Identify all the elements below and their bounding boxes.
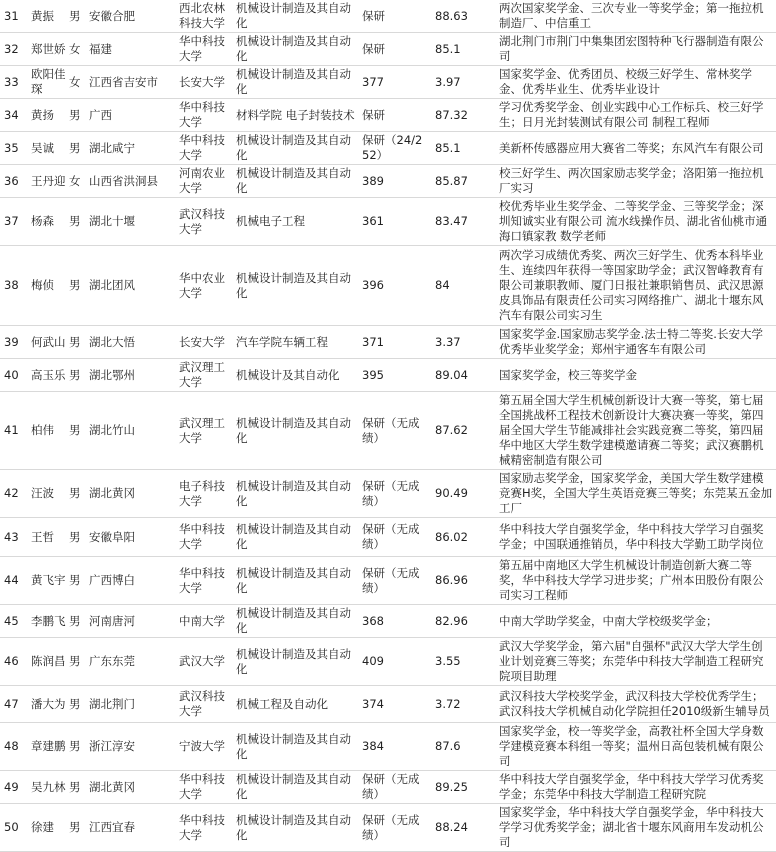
student-name-cell: 潘大为 [30, 686, 68, 723]
hometown-cell: 福建 [88, 33, 178, 66]
gpa-score-cell: 86.02 [429, 518, 498, 557]
gpa-score-cell: 84 [429, 246, 498, 326]
gender-cell: 男 [68, 557, 88, 605]
student-name-cell: 欧阳佳琛 [30, 66, 68, 99]
table-row [0, 33, 776, 66]
student-name-cell: 黄扬 [30, 99, 68, 132]
gender-cell: 男 [68, 771, 88, 804]
admission-status-cell: 409 [361, 638, 429, 686]
awards-internships-cell: 国家奖学金，校三等奖学金 [498, 359, 776, 392]
table-row [0, 0, 776, 33]
admission-status-cell: 396 [361, 246, 429, 326]
major-cell: 汽车学院车辆工程 [235, 326, 361, 359]
undergraduate-school-cell: 华中科技大学 [178, 804, 235, 852]
gender-cell: 女 [68, 33, 88, 66]
major-cell: 机械设计制造及其自动化 [235, 246, 361, 326]
row-number-cell: 36 [0, 165, 30, 198]
awards-internships-cell: 两次国家奖学金、三次专业一等奖学金；第一拖拉机制造厂、中信重工 [498, 0, 776, 33]
awards-internships-cell: 国家奖学金，校一等奖学金，高教社杯全国大学身数学建模竞赛本科组一等奖；温州日高包装机械有限公司 [498, 723, 776, 771]
admission-status-cell: 384 [361, 723, 429, 771]
gpa-score-cell: 90.49 [429, 470, 498, 518]
table-row [0, 326, 776, 359]
undergraduate-school-cell: 长安大学 [178, 326, 235, 359]
student-name-cell: 汪波 [30, 470, 68, 518]
table-row [0, 557, 776, 605]
awards-internships-cell: 学习优秀奖学金、创业实践中心工作标兵、校三好学生；日月光封装测试有限公司 制程工程师 [498, 99, 776, 132]
gpa-score-cell: 85.1 [429, 132, 498, 165]
hometown-cell: 浙江淳安 [88, 723, 178, 771]
undergraduate-school-cell: 武汉理工大学 [178, 392, 235, 470]
awards-internships-cell: 第五届全国大学生机械创新设计大赛一等奖，第七届全国挑战杯工程技术创新设计大赛决赛一等奖，第四届全国大学生节能减排社会实践竞赛二等奖，第四届华中地区大学生数学建模邀请赛二等奖；武汉赛鹏机械精密制造有限公司 [498, 392, 776, 470]
major-cell: 机械设计制造及其自动化 [235, 66, 361, 99]
admission-status-cell: 377 [361, 66, 429, 99]
admission-status-cell: 保研（无成绩） [361, 518, 429, 557]
row-number-cell: 45 [0, 605, 30, 638]
admission-status-cell: 保研 [361, 33, 429, 66]
major-cell: 机械设计制造及其自动化 [235, 470, 361, 518]
awards-internships-cell: 华中科技大学自强奖学金，华中科技大学学习自强奖学金；中国联通推销员，华中科技大学勤工助学岗位 [498, 518, 776, 557]
hometown-cell: 湖北鄂州 [88, 359, 178, 392]
major-cell: 机械设计制造及其自动化 [235, 33, 361, 66]
hometown-cell: 湖北黄冈 [88, 771, 178, 804]
undergraduate-school-cell: 武汉理工大学 [178, 359, 235, 392]
row-number-cell: 35 [0, 132, 30, 165]
student-name-cell: 徐建 [30, 804, 68, 852]
table-row [0, 804, 776, 852]
gender-cell: 男 [68, 605, 88, 638]
student-name-cell: 柏伟 [30, 392, 68, 470]
admission-status-cell: 保研（无成绩） [361, 804, 429, 852]
gpa-score-cell: 83.47 [429, 198, 498, 246]
undergraduate-school-cell: 电子科技大学 [178, 470, 235, 518]
major-cell: 机械设计制造及其自动化 [235, 518, 361, 557]
awards-internships-cell: 校三好学生、两次国家励志奖学金；洛阳第一拖拉机厂实习 [498, 165, 776, 198]
gender-cell: 男 [68, 470, 88, 518]
row-number-cell: 38 [0, 246, 30, 326]
undergraduate-school-cell: 长安大学 [178, 66, 235, 99]
awards-internships-cell: 国家奖学金，华中科技大学自强奖学金，华中科技大学学习优秀奖学金；湖北省十堰东风商用车发动机公司 [498, 804, 776, 852]
undergraduate-school-cell: 华中农业大学 [178, 246, 235, 326]
awards-internships-cell: 湖北荆门市荆门中集集团宏图特种飞行器制造有限公司 [498, 33, 776, 66]
undergraduate-school-cell: 华中科技大学 [178, 33, 235, 66]
hometown-cell: 江西宜春 [88, 804, 178, 852]
admission-status-cell: 368 [361, 605, 429, 638]
table-row [0, 359, 776, 392]
gpa-score-cell: 3.37 [429, 326, 498, 359]
row-number-cell: 34 [0, 99, 30, 132]
row-number-cell: 44 [0, 557, 30, 605]
admission-status-cell: 保研（24/252） [361, 132, 429, 165]
undergraduate-school-cell: 武汉科技大学 [178, 686, 235, 723]
undergraduate-school-cell: 华中科技大学 [178, 518, 235, 557]
gpa-score-cell: 82.96 [429, 605, 498, 638]
awards-internships-cell: 国家奖学金、优秀团员、校级三好学生、常林奖学金、优秀毕业生、优秀毕业设计 [498, 66, 776, 99]
gender-cell: 男 [68, 392, 88, 470]
student-name-cell: 黄飞宇 [30, 557, 68, 605]
table-row [0, 638, 776, 686]
hometown-cell: 湖北大悟 [88, 326, 178, 359]
hometown-cell: 广西博白 [88, 557, 178, 605]
major-cell: 机械设计制造及其自动化 [235, 605, 361, 638]
major-cell: 机械设计制造及其自动化 [235, 392, 361, 470]
awards-internships-cell: 第五届中南地区大学生机械设计制造创新大赛二等奖，华中科技大学学习进步奖；广州本田股份有限公司实习工程师 [498, 557, 776, 605]
hometown-cell: 河南唐河 [88, 605, 178, 638]
admission-status-cell: 保研 [361, 99, 429, 132]
gender-cell: 女 [68, 165, 88, 198]
gpa-score-cell: 86.96 [429, 557, 498, 605]
hometown-cell: 湖北荆门 [88, 686, 178, 723]
undergraduate-school-cell: 华中科技大学 [178, 132, 235, 165]
row-number-cell: 31 [0, 0, 30, 33]
student-name-cell: 吴诚 [30, 132, 68, 165]
gender-cell: 男 [68, 804, 88, 852]
admission-status-cell: 保研（无成绩） [361, 392, 429, 470]
row-number-cell: 43 [0, 518, 30, 557]
table-row [0, 99, 776, 132]
gpa-score-cell: 87.32 [429, 99, 498, 132]
gpa-score-cell: 3.55 [429, 638, 498, 686]
gpa-score-cell: 85.87 [429, 165, 498, 198]
gender-cell: 男 [68, 0, 88, 33]
row-number-cell: 47 [0, 686, 30, 723]
student-name-cell: 陈润昌 [30, 638, 68, 686]
major-cell: 机械工程及自动化 [235, 686, 361, 723]
row-number-cell: 32 [0, 33, 30, 66]
admission-status-cell: 395 [361, 359, 429, 392]
table-row [0, 605, 776, 638]
hometown-cell: 湖北十堰 [88, 198, 178, 246]
admission-status-cell: 保研（无成绩） [361, 771, 429, 804]
row-number-cell: 49 [0, 771, 30, 804]
gender-cell: 女 [68, 66, 88, 99]
gpa-score-cell: 89.25 [429, 771, 498, 804]
hometown-cell: 广东东莞 [88, 638, 178, 686]
gender-cell: 男 [68, 686, 88, 723]
undergraduate-school-cell: 河南农业大学 [178, 165, 235, 198]
table-row [0, 723, 776, 771]
row-number-cell: 37 [0, 198, 30, 246]
table-row [0, 132, 776, 165]
gender-cell: 男 [68, 723, 88, 771]
awards-internships-cell: 国家奖学金.国家励志奖学金.法士特二等奖.长安大学优秀毕业奖学金；郑州宇通客车有限公司 [498, 326, 776, 359]
student-name-cell: 高玉乐 [30, 359, 68, 392]
row-number-cell: 33 [0, 66, 30, 99]
major-cell: 机械设计制造及其自动化 [235, 132, 361, 165]
admission-status-cell: 389 [361, 165, 429, 198]
hometown-cell: 湖北咸宁 [88, 132, 178, 165]
gpa-score-cell: 87.62 [429, 392, 498, 470]
gpa-score-cell: 88.24 [429, 804, 498, 852]
gender-cell: 男 [68, 518, 88, 557]
hometown-cell: 江西省吉安市 [88, 66, 178, 99]
gender-cell: 男 [68, 198, 88, 246]
table-row [0, 66, 776, 99]
student-name-cell: 何武山 [30, 326, 68, 359]
major-cell: 机械设计制造及其自动化 [235, 723, 361, 771]
student-name-cell: 章建鹏 [30, 723, 68, 771]
student-name-cell: 黄振 [30, 0, 68, 33]
table-row [0, 246, 776, 326]
table-row [0, 771, 776, 804]
undergraduate-school-cell: 西北农林科技大学 [178, 0, 235, 33]
gpa-score-cell: 89.04 [429, 359, 498, 392]
hometown-cell: 安徽阜阳 [88, 518, 178, 557]
student-name-cell: 李鹏飞 [30, 605, 68, 638]
major-cell: 机械设计制造及其自动化 [235, 638, 361, 686]
table-row [0, 198, 776, 246]
gpa-score-cell: 87.6 [429, 723, 498, 771]
major-cell: 机械设计制造及其自动化 [235, 0, 361, 33]
major-cell: 机械设计制造及其自动化 [235, 165, 361, 198]
gpa-score-cell: 3.72 [429, 686, 498, 723]
awards-internships-cell: 武汉科技大学校奖学金，武汉科技大学校优秀学生；武汉科技大学机械自动化学院担任2010级新生辅导员 [498, 686, 776, 723]
awards-internships-cell: 两次学习成绩优秀奖、两次三好学生、优秀本科毕业生、连续四年获得一等国家助学金；武汉智峰教育有限公司兼职教师、厦门日报社兼职销售员、武汉思源皮具饰品有限责任公司实习网络推广、湖北十堰东风汽车有限公司实习生 [498, 246, 776, 326]
gender-cell: 男 [68, 99, 88, 132]
row-number-cell: 39 [0, 326, 30, 359]
student-name-cell: 王丹迎 [30, 165, 68, 198]
row-number-cell: 40 [0, 359, 30, 392]
hometown-cell: 湖北黄冈 [88, 470, 178, 518]
undergraduate-school-cell: 华中科技大学 [178, 771, 235, 804]
undergraduate-school-cell: 中南大学 [178, 605, 235, 638]
undergraduate-school-cell: 华中科技大学 [178, 557, 235, 605]
awards-internships-cell: 校优秀毕业生奖学金、二等奖学金、三等奖学金；深圳知诚实业有限公司 流水线操作员、湖北省仙桃市通海口镇家教 数学老师 [498, 198, 776, 246]
undergraduate-school-cell: 武汉大学 [178, 638, 235, 686]
awards-internships-cell: 美新杯传感器应用大赛省二等奖；东风汽车有限公司 [498, 132, 776, 165]
admission-status-cell: 371 [361, 326, 429, 359]
hometown-cell: 安徽合肥 [88, 0, 178, 33]
admission-status-cell: 374 [361, 686, 429, 723]
awards-internships-cell: 华中科技大学自强奖学金，华中科技大学学习优秀奖学金；东莞华中科技大学制造工程研究院 [498, 771, 776, 804]
awards-internships-cell: 国家励志奖学金，国家奖学金，美国大学生数学建模竞赛H奖，全国大学生英语竞赛三等奖；东莞某五金加工厂 [498, 470, 776, 518]
major-cell: 机械设计制造及其自动化 [235, 804, 361, 852]
hometown-cell: 广西 [88, 99, 178, 132]
admission-status-cell: 保研（无成绩） [361, 470, 429, 518]
table-row [0, 686, 776, 723]
table-row [0, 392, 776, 470]
undergraduate-school-cell: 武汉科技大学 [178, 198, 235, 246]
gender-cell: 男 [68, 246, 88, 326]
gpa-score-cell: 3.97 [429, 66, 498, 99]
admission-status-cell: 361 [361, 198, 429, 246]
major-cell: 机械设计及其自动化 [235, 359, 361, 392]
gender-cell: 男 [68, 326, 88, 359]
row-number-cell: 48 [0, 723, 30, 771]
gpa-score-cell: 88.63 [429, 0, 498, 33]
major-cell: 机械设计制造及其自动化 [235, 771, 361, 804]
hometown-cell: 湖北竹山 [88, 392, 178, 470]
row-number-cell: 50 [0, 804, 30, 852]
undergraduate-school-cell: 华中科技大学 [178, 99, 235, 132]
student-name-cell: 郑世娇 [30, 33, 68, 66]
hometown-cell: 山西省洪洞县 [88, 165, 178, 198]
hometown-cell: 湖北团风 [88, 246, 178, 326]
major-cell: 机械设计制造及其自动化 [235, 557, 361, 605]
gpa-score-cell: 85.1 [429, 33, 498, 66]
major-cell: 材料学院 电子封装技术 [235, 99, 361, 132]
major-cell: 机械电子工程 [235, 198, 361, 246]
admission-status-cell: 保研 [361, 0, 429, 33]
undergraduate-school-cell: 宁波大学 [178, 723, 235, 771]
admission-status-cell: 保研（无成绩） [361, 557, 429, 605]
awards-internships-cell: 中南大学助学奖金，中南大学校级奖学金； [498, 605, 776, 638]
student-name-cell: 梅侦 [30, 246, 68, 326]
row-number-cell: 42 [0, 470, 30, 518]
table-row [0, 518, 776, 557]
gender-cell: 男 [68, 638, 88, 686]
row-number-cell: 41 [0, 392, 30, 470]
gender-cell: 男 [68, 359, 88, 392]
gender-cell: 男 [68, 132, 88, 165]
student-name-cell: 王哲 [30, 518, 68, 557]
awards-internships-cell: 武汉大学奖学金，第六届"自强杯"武汉大学大学生创业计划竞赛三等奖；东莞华中科技大学制造工程研究院项目助理 [498, 638, 776, 686]
student-name-cell: 吴九林 [30, 771, 68, 804]
row-number-cell: 46 [0, 638, 30, 686]
student-name-cell: 杨森 [30, 198, 68, 246]
table-row [0, 470, 776, 518]
table-row [0, 165, 776, 198]
